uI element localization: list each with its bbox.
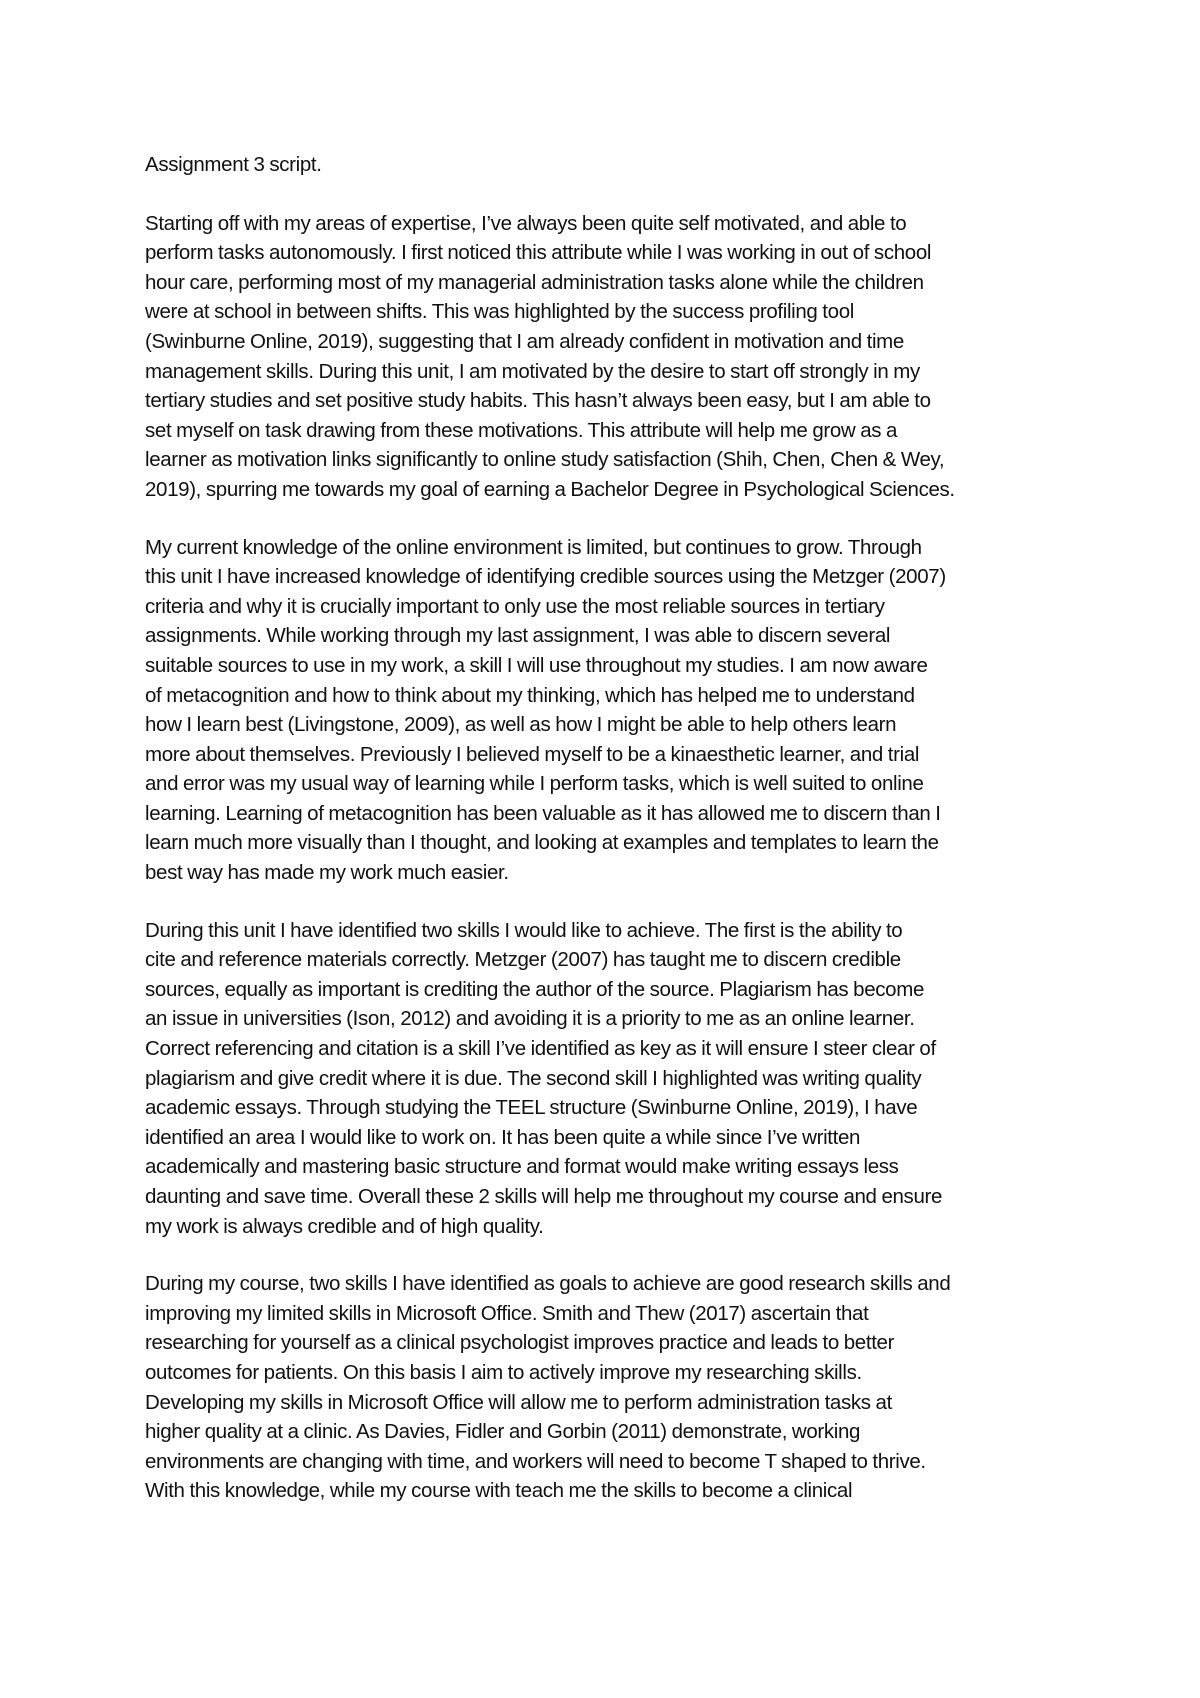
paragraph-line: tertiary studies and set positive study habits. This hasn’t always been easy, but I am able to: [145, 389, 931, 413]
paragraph-1: [145, 209, 1065, 505]
paragraph-line: During this unit I have identified two skills I would like to achieve. The first is the ability to: [145, 918, 903, 942]
paragraph-line: were at school in between shifts. This was highlighted by the success profiling tool: [145, 300, 854, 324]
paragraph-line: criteria and why it is crucially important to only use the most reliable sources in tertiary: [145, 594, 885, 618]
paragraph-line: learning. Learning of metacognition has been valuable as it has allowed me to discern than I: [145, 801, 941, 825]
paragraph-line: sources, equally as important is crediting the author of the source. Plagiarism has become: [145, 977, 924, 1001]
paragraph-line: learner as motivation links significantly to online study satisfaction (Shih, Chen, Chen & Wey,: [145, 448, 945, 472]
paragraph-line: assignments. While working through my last assignment, I was able to discern several: [145, 624, 891, 648]
paragraph-4: [145, 1269, 1065, 1506]
paragraph-line: higher quality at a clinic. As Davies, Fidler and Gorbin (2011) demonstrate, working: [145, 1420, 861, 1444]
paragraph-line: Correct referencing and citation is a skill I’ve identified as key as it will ensure I steer clear of: [145, 1037, 936, 1061]
paragraph-3: [145, 916, 1065, 1242]
paragraph-2: [145, 533, 1065, 888]
paragraph-line: learn much more visually than I thought, and looking at examples and templates to learn the: [145, 831, 939, 855]
paragraph-line: academically and mastering basic structure and format would make writing essays less: [145, 1155, 899, 1179]
paragraph-line: how I learn best (Livingstone, 2009), as well as how I might be able to help others learn: [145, 713, 897, 737]
paragraph-line: plagiarism and give credit where it is due. The second skill I highlighted was writing quality: [145, 1066, 922, 1090]
paragraph-line: My current knowledge of the online environment is limited, but continues to grow. Through: [145, 535, 922, 559]
document-body: [145, 150, 1065, 1534]
paragraph-line: With this knowledge, while my course with teach me the skills to become a clinical: [145, 1479, 853, 1503]
paragraph-line: hour care, performing most of my managerial administration tasks alone while the children: [145, 270, 924, 294]
paragraph-line: environments are changing with time, and workers will need to become T shaped to thrive.: [145, 1449, 926, 1473]
paragraph-line: more about themselves. Previously I believed myself to be a kinaesthetic learner, and trial: [145, 742, 920, 766]
paragraph-line: Starting off with my areas of expertise, I’ve always been quite self motivated, and able to: [145, 211, 907, 235]
paragraph-line: suitable sources to use in my work, a skill I will use throughout my studies. I am now aware: [145, 653, 928, 677]
paragraph-line: this unit I have increased knowledge of identifying credible sources using the Metzger (2007): [145, 565, 946, 589]
paragraph-line: daunting and save time. Overall these 2 skills will help me throughout my course and ensure: [145, 1185, 943, 1208]
paragraph-line: an issue in universities (Ison, 2012) and avoiding it is a priority to me as an online learner.: [145, 1007, 915, 1031]
paragraph-line: researching for yourself as a clinical psychologist improves practice and leads to better: [145, 1331, 895, 1355]
paragraph-line: identified an area I would like to work on. It has been quite a while since I’ve written: [145, 1125, 861, 1149]
paragraph-line: perform tasks autonomously. I first noticed this attribute while I was working in out of school: [145, 241, 932, 265]
paragraph-line: of metacognition and how to think about my thinking, which has helped me to understand: [145, 683, 915, 707]
paragraph-line: cite and reference materials correctly. Metzger (2007) has taught me to discern credible: [145, 948, 901, 972]
paragraph-line: During my course, two skills I have identified as goals to achieve are good research skills and: [145, 1272, 951, 1296]
paragraph-line: (Swinburne Online, 2019), suggesting that I am already confident in motivation and time: [145, 329, 904, 353]
paragraph-line: Developing my skills in Microsoft Office will allow me to perform administration tasks at: [145, 1390, 892, 1414]
paragraph-line: and error was my usual way of learning while I perform tasks, which is well suited to online: [145, 772, 924, 796]
paragraph-line: 2019), spurring me towards my goal of earning a Bachelor Degree in Psychological Sciences.: [145, 477, 955, 501]
paragraph-line: set myself on task drawing from these motivations. This attribute will help me grow as a: [145, 418, 898, 442]
paragraph-line: academic essays. Through studying the TEEL structure (Swinburne Online, 2019), I have: [145, 1096, 918, 1120]
document-title: Assignment 3 script.: [145, 153, 322, 176]
paragraph-line: my work is always credible and of high quality.: [145, 1214, 544, 1238]
paragraph-line: outcomes for patients. On this basis I aim to actively improve my researching skills.: [145, 1360, 862, 1384]
paragraph-line: improving my limited skills in Microsoft Office. Smith and Thew (2017) ascertain that: [145, 1301, 869, 1325]
paragraph-line: best way has made my work much easier.: [145, 861, 509, 885]
paragraph-line: management skills. During this unit, I am motivated by the desire to start off strongly in my: [145, 359, 920, 383]
